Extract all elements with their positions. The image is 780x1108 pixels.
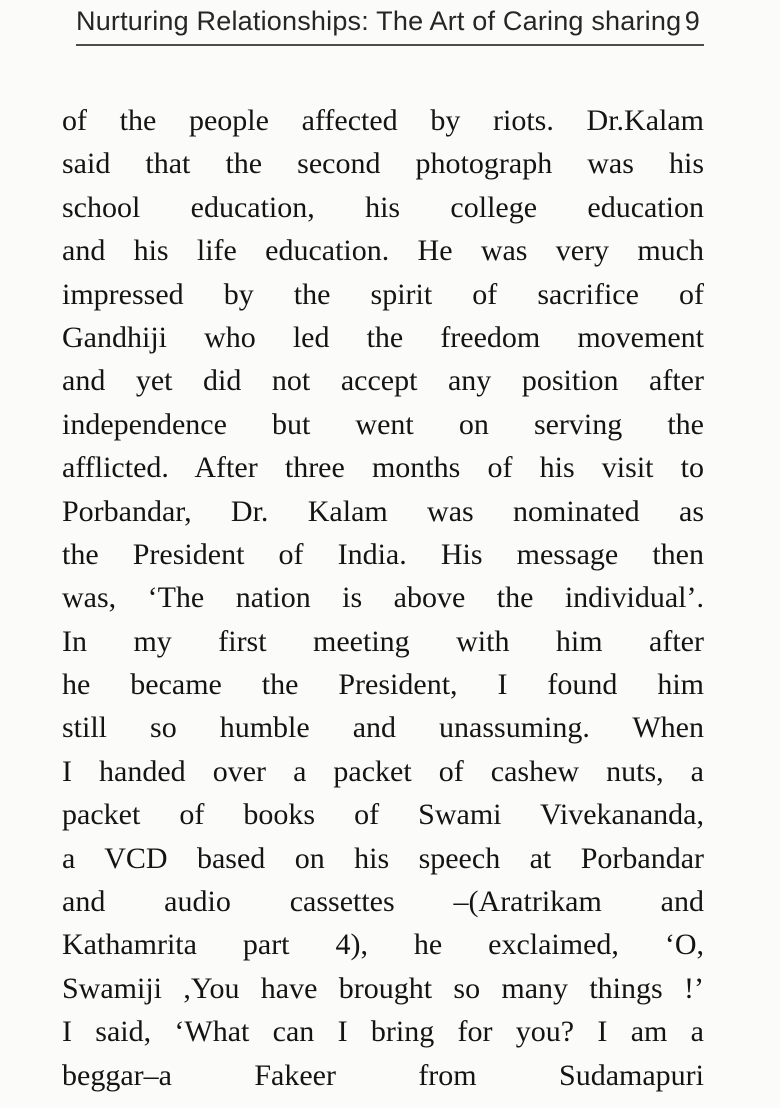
text-line: In my first meeting with him after — [62, 624, 704, 658]
text-line: Gandhiji who led the freedom movement — [62, 320, 704, 354]
text-line: Porbandar, Dr. Kalam was nominated as — [62, 494, 704, 528]
text-line: packet of books of Swami Vivekananda, — [62, 798, 704, 832]
text-line: I handed over a packet of cashew nuts, a — [62, 754, 704, 788]
text-line: school education, his college education — [62, 190, 704, 224]
text-line: Kathamrita part 4), he exclaimed, ‘O, — [62, 928, 704, 962]
text-line: still so humble and unassuming. When — [62, 711, 704, 745]
text-line: and audio cassettes –(Aratrikam and — [62, 885, 704, 919]
text-line: afflicted. After three months of his visit to — [62, 451, 704, 485]
text-line: the President of India. His message then — [62, 537, 704, 571]
text-line: Swamiji ,You have brought so many things !’ — [62, 971, 704, 1005]
page-number: 9 — [684, 6, 700, 36]
running-header-title: Nurturing Relationships: The Art of Caring sharing — [76, 6, 682, 36]
text-line: was, ‘The nation is above the individual’. — [62, 581, 704, 615]
header-divider-rule — [76, 44, 704, 46]
text-line: a VCD based on his speech at Porbandar — [62, 841, 704, 875]
text-line: beggar–a Fakeer from Sudamapuri — [62, 1058, 704, 1092]
text-line: said that the second photograph was his — [62, 147, 704, 181]
text-line: of the people affected by riots. Dr.Kalam — [62, 104, 704, 137]
text-line: he became the President, I found him — [62, 668, 704, 702]
text-line: impressed by the spirit of sacrifice of — [62, 277, 704, 311]
text-line: independence but went on serving the — [62, 407, 704, 441]
text-line: and yet did not accept any position after — [62, 364, 704, 398]
running-header — [76, 6, 704, 37]
text-line: and his life education. He was very much — [62, 234, 704, 268]
text-line: I said, ‘What can I bring for you? I am a — [62, 1015, 704, 1049]
page-body-text — [62, 99, 704, 1097]
